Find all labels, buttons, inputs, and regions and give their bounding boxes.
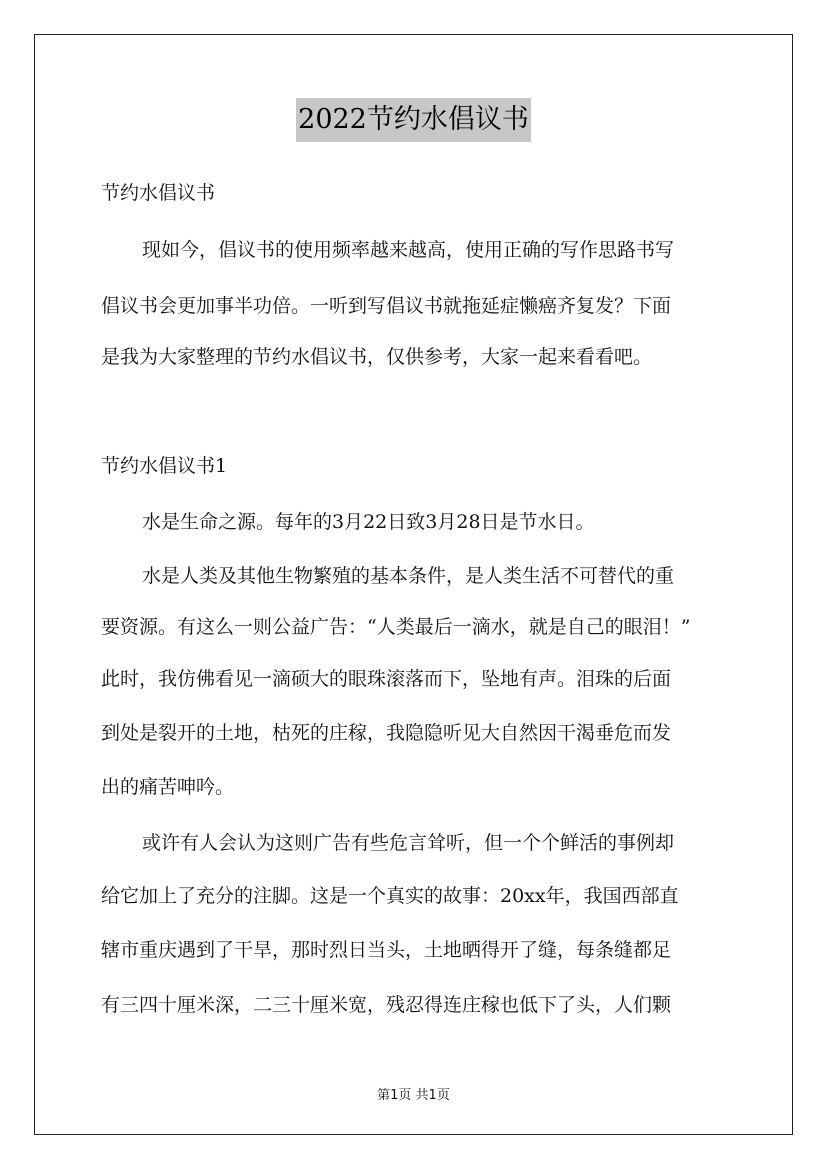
title-container — [0, 98, 827, 142]
paragraph-line: 此时，我仿佛看见一滴硕大的眼珠滚落而下，坠地有声。泪珠的后面 — [101, 668, 672, 690]
paragraph-line: 到处是裂开的土地，枯死的庄稼，我隐隐听见大自然因干渴垂危而发 — [101, 722, 672, 744]
section-heading: 节约水倡议书 — [101, 182, 216, 204]
paragraph-line: 或许有人会认为这则广告有些危言耸听，但一个个鲜活的事例却 — [142, 832, 675, 854]
paragraph-line: 要资源。有这么一则公益广告：“人类最后一滴水，就是自己的眼泪！” — [101, 616, 691, 638]
paragraph-line: 是我为大家整理的节约水倡议书，仅供参考，大家一起来看看吧。 — [101, 346, 653, 368]
paragraph-line: 出的痛苦呻吟。 — [101, 776, 235, 798]
page-footer: 第1页 共1页 — [377, 1088, 450, 1103]
paragraph-line: 现如今，倡议书的使用频率越来越高，使用正确的写作思路书写 — [142, 239, 675, 261]
section-heading: 节约水倡议书1 — [101, 455, 228, 477]
paragraph-line: 有三四十厘米深，二三十厘米宽，残忍得连庄稼也低下了头，人们颗 — [101, 994, 672, 1016]
paragraph-line: 水是生命之源。每年的3月22日致3月28日是节水日。 — [142, 511, 595, 533]
paragraph-line: 给它加上了充分的注脚。这是一个真实的故事：20xx年，我国西部直 — [101, 885, 679, 907]
paragraph-line: 辖市重庆遇到了干旱，那时烈日当头，土地晒得开了缝，每条缝都足 — [101, 939, 672, 961]
document-title: 2022节约水倡议书 — [296, 98, 531, 142]
paragraph-line: 倡议书会更加事半功倍。一听到写倡议书就拖延症懒癌齐复发？下面 — [101, 295, 672, 317]
paragraph-line: 水是人类及其他生物繁殖的基本条件，是人类生活不可替代的重 — [142, 565, 675, 587]
